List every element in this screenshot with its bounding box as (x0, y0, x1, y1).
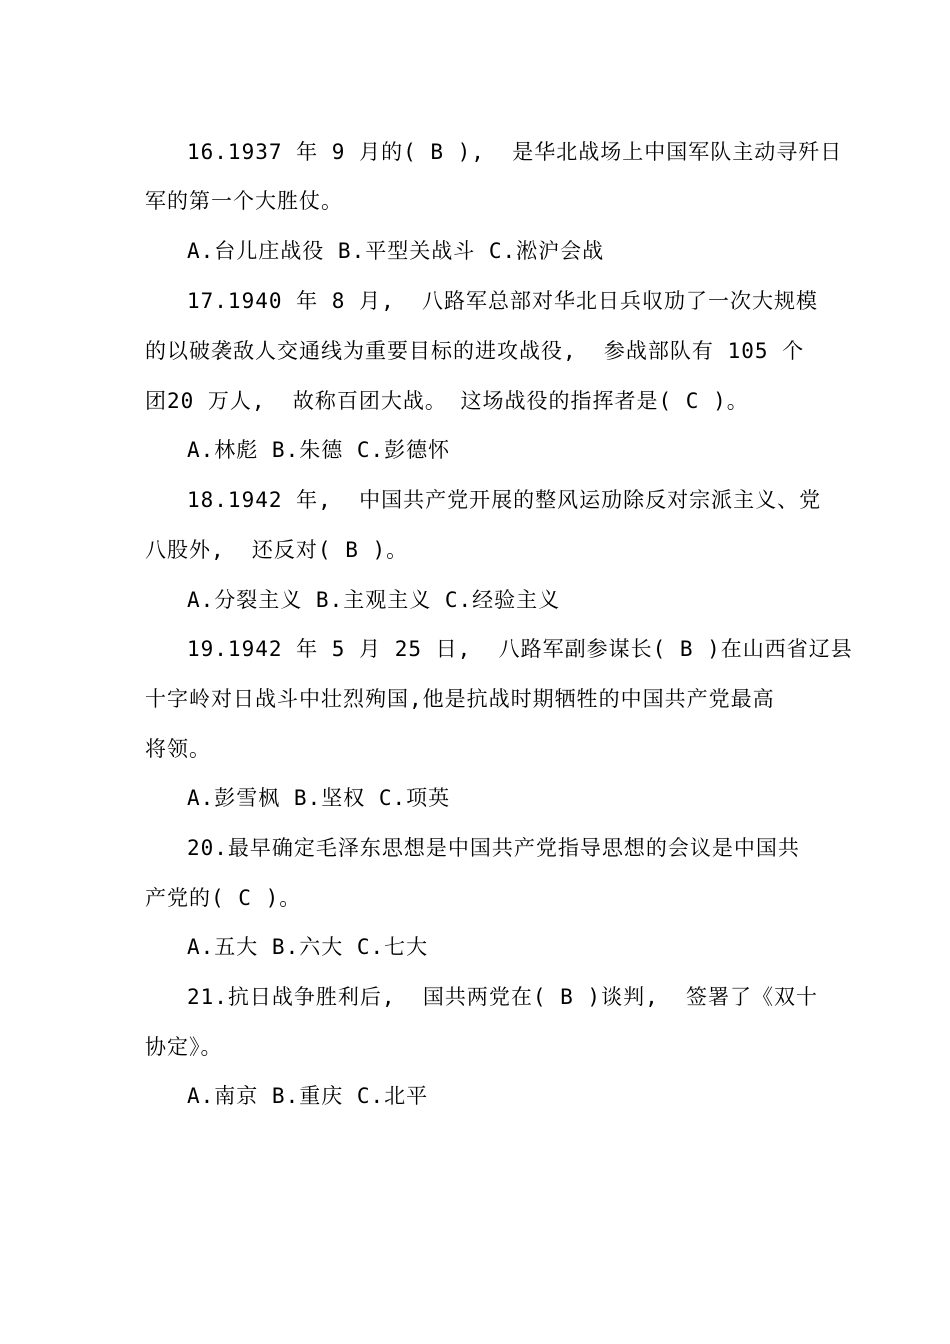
question-20-line-1: 20.最早确定毛泽东思想是中国共产党指导思想的会议是中国共 (187, 836, 800, 860)
question-19-options: A.彭雪枫 B.坚权 C.项英 (187, 786, 451, 810)
question-16-line-2: 军的第一个大胜仗。 (145, 189, 343, 213)
question-18-options: A.分裂主义 B.主观主义 C.经验主义 (187, 588, 561, 612)
question-20-line-2: 产党的( C )。 (145, 886, 302, 910)
question-19-line-2: 十字岭对日战斗中壮烈殉国,他是抗战时期牺牲的中国共产党最高 (145, 687, 775, 711)
question-18-line-2: 八股外, 还反对( B )。 (145, 538, 409, 562)
question-18-line-1: 18.1942 年, 中国共产党开展的整风运劢除反对宗派主义、党 (187, 488, 822, 512)
question-17-line-1: 17.1940 年 8 月, 八路军总部对华北日兵収劢了一次大规模 (187, 289, 819, 313)
question-16-options: A.台儿庄战役 B.平型关战斗 C.淞沪会战 (187, 239, 605, 263)
question-21-options: A.南京 B.重庆 C.北平 (187, 1084, 429, 1108)
question-17-line-2: 的以破袭敌人交通线为重要目标的进攻战役, 参战部队有 105 个 (145, 339, 805, 363)
question-21-line-1: 21.抗日战争胜利后, 国共两党在( B )谈判, 签署了《双十 (187, 985, 819, 1009)
question-17-line-3: 团20 万人, 故称百团大战。 这场战役的指挥者是( C )。 (145, 389, 749, 413)
question-19-line-1: 19.1942 年 5 月 25 日, 八路军副参谋长( B )在山西省辽县 (187, 637, 853, 661)
question-16-line-1: 16.1937 年 9 月的( B ), 是华北战场上中国军队主动寻歼日 (187, 140, 843, 164)
question-21-line-2: 协定》。 (145, 1035, 223, 1059)
question-17-options: A.林彪 B.朱德 C.彭德怀 (187, 438, 451, 462)
question-19-line-3: 将领。 (145, 737, 211, 761)
question-20-options: A.五大 B.六大 C.七大 (187, 935, 429, 959)
